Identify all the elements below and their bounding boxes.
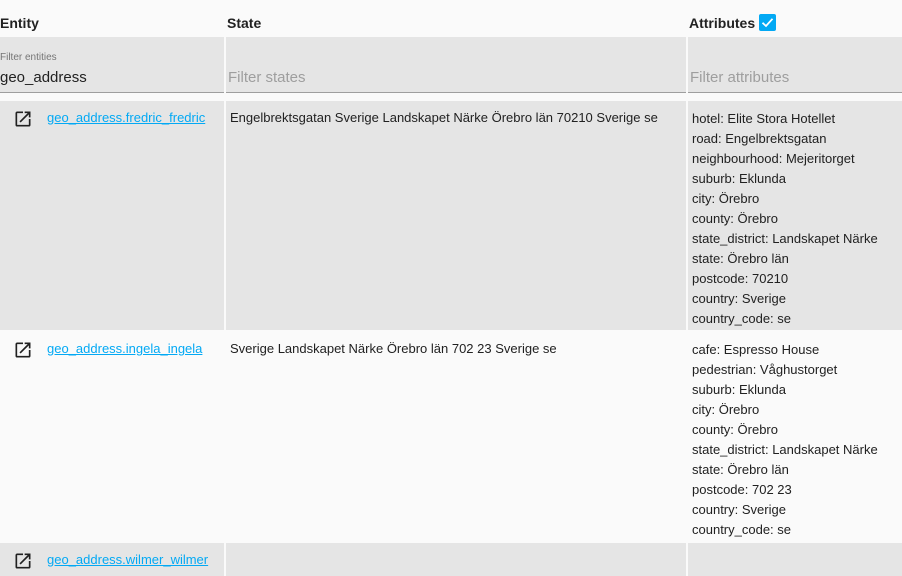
attribute-item: country: Sverige xyxy=(692,291,786,306)
filter-states-field[interactable] xyxy=(226,37,686,93)
entity-link[interactable]: geo_address.ingela_ingela xyxy=(47,341,203,356)
entity-cell xyxy=(0,332,224,541)
table-row xyxy=(0,332,902,541)
filter-entities-input[interactable]: geo_address xyxy=(0,69,87,86)
attribute-item: suburb: Eklunda xyxy=(692,171,786,186)
attributes-checkbox[interactable] xyxy=(759,14,776,31)
checkbox-checked-icon xyxy=(760,15,775,30)
attribute-item: pedestrian: Våghustorget xyxy=(692,362,838,377)
state-column-header: State xyxy=(227,15,262,31)
entity-link[interactable]: geo_address.wilmer_wilmer xyxy=(47,552,209,567)
attribute-item: state: Örebro län xyxy=(692,251,789,266)
state-cell xyxy=(226,101,686,330)
attribute-item: suburb: Eklunda xyxy=(692,382,786,397)
attributes-column-header xyxy=(688,0,902,37)
attribute-item: country_code: se xyxy=(692,522,792,537)
attribute-item: hotel: Elite Stora Hotellet xyxy=(692,111,836,126)
attribute-item: country: Sverige xyxy=(692,502,786,517)
state-cell xyxy=(226,332,686,541)
entity-cell xyxy=(0,101,224,330)
open-in-new-icon[interactable] xyxy=(13,340,33,360)
attributes-cell xyxy=(688,543,902,576)
attribute-item: city: Örebro xyxy=(692,191,760,206)
filter-entities-label: Filter entities xyxy=(0,52,57,63)
table-row xyxy=(0,543,902,576)
attribute-item: road: Engelbrektsgatan xyxy=(692,131,827,146)
entity-cell xyxy=(0,543,224,576)
attribute-item: postcode: 70210 xyxy=(692,271,789,286)
attribute-item: county: Örebro xyxy=(692,422,778,437)
filter-entities-field[interactable] xyxy=(0,37,224,93)
entity-link[interactable]: geo_address.fredric_fredric xyxy=(47,110,206,125)
attribute-item: state: Örebro län xyxy=(692,462,789,477)
filter-attributes-input[interactable]: Filter attributes xyxy=(690,69,790,86)
state-value: Sverige Landskapet Närke Örebro län 702 23 Sverige se xyxy=(230,341,557,356)
attributes-list xyxy=(692,109,878,329)
open-in-new-icon[interactable] xyxy=(13,551,33,571)
filter-attributes-field[interactable] xyxy=(688,37,902,93)
attribute-item: state_district: Landskapet Närke xyxy=(692,231,878,246)
table-header xyxy=(0,0,902,37)
attribute-item: cafe: Espresso House xyxy=(692,342,820,357)
state-cell xyxy=(226,543,686,576)
attribute-item: neighbourhood: Mejeritorget xyxy=(692,151,855,166)
filter-row xyxy=(0,37,902,93)
attribute-item: county: Örebro xyxy=(692,211,778,226)
attribute-item: city: Örebro xyxy=(692,402,760,417)
state-value: Engelbrektsgatan Sverige Landskapet Närke Örebro län 70210 Sverige se xyxy=(230,110,658,125)
attribute-item: postcode: 702 23 xyxy=(692,482,792,497)
attributes-header-label: Attributes xyxy=(689,15,756,31)
attributes-cell xyxy=(688,332,902,541)
attribute-item: country_code: se xyxy=(692,311,792,326)
attribute-item: state_district: Landskapet Närke xyxy=(692,442,878,457)
entity-column-header: Entity xyxy=(0,15,39,31)
filter-states-input[interactable]: Filter states xyxy=(228,69,306,86)
attributes-list xyxy=(692,340,878,540)
table-row xyxy=(0,101,902,330)
attributes-cell xyxy=(688,101,902,330)
open-in-new-icon[interactable] xyxy=(13,109,33,129)
